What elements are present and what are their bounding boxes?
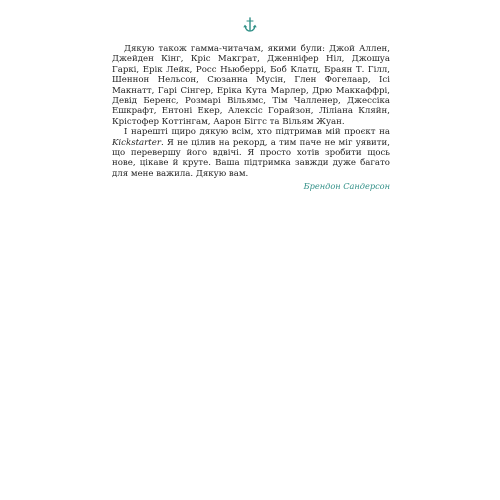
anchor-ornament-icon xyxy=(242,16,258,34)
paragraph-text-part: . Я не цілив на рекорд, а тим паче не міг уявити, що перевершу його вдвічі. Я просто хотів зробити щось нове, цікаве й круте. Ваша підтримка завжди дуже багато для мене важила. Дякую вам. xyxy=(112,137,390,179)
paragraph-kickstarter-thanks xyxy=(112,127,390,179)
acknowledgements-text xyxy=(112,44,390,191)
kickstarter-word: Kickstarter xyxy=(112,137,161,148)
paragraph-gamma-readers: Дякую також гамма-читачам, якими були: Джой Аллен, Джейден Кінг, Кріс Макграт, Дженніфер Ніл, Джошуа Гаркі, Ерік Лейк, Росс Ньюберрі, Боб Клатц, Браян Т. Гілл, Шеннон Нельсон, Сюзанна Мусін, Глен Фогелаар, Ісі Макнатт, Гарі Сінгер, Еріка Кута Марлер, Дрю Маккаффрі, Девід Беренс, Розмарі Вільямс, Тім Чалленер, Джессіка Ешкрафт, Ентоні Екер, Алексіс Горайзон, Ліліана Кляйн, Крістофер Коттінгам, Аарон Біггс та Вільям Жуан. xyxy=(112,44,390,127)
paragraph-text-part: І нарешті щиро дякую всім, хто підтримав мій проєкт на xyxy=(124,127,390,138)
author-signature: Брендон Сандерсон xyxy=(303,181,390,192)
